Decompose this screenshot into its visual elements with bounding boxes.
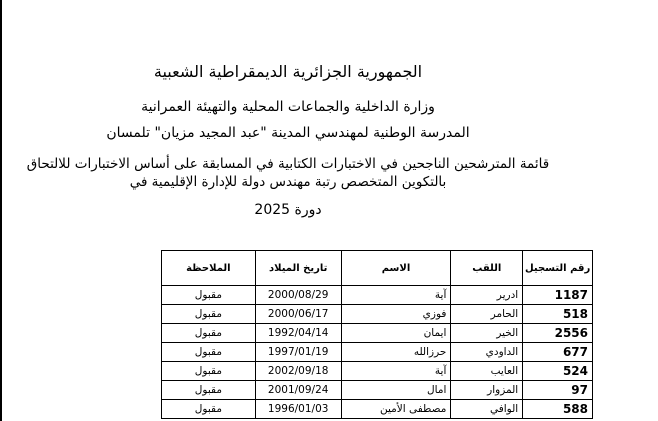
list-title: قائمة المترشحين الناجحين في الاختبارات الكتابية في المسابقة على أساس الاختبارات للالتحاق بالتكوين المتخصص رتبة مهندس دولة للإدارة الإقليمية في [26, 156, 550, 190]
cell-first: آية [341, 286, 451, 305]
cell-note: مقبول [162, 362, 256, 381]
cell-note: مقبول [162, 381, 256, 400]
table-header-row [162, 251, 593, 286]
cell-last: الحامر [451, 305, 523, 324]
table-row [162, 381, 593, 400]
cell-dob: 1996/01/03 [255, 400, 341, 419]
col-header-note: الملاحظة [162, 251, 256, 286]
cell-first: امال [341, 381, 451, 400]
cell-first: آية [341, 362, 451, 381]
cell-dob: 2000/08/29 [255, 286, 341, 305]
cell-dob: 1992/04/14 [255, 324, 341, 343]
cell-note: مقبول [162, 324, 256, 343]
cell-dob: 1997/01/19 [255, 343, 341, 362]
cell-last: الوافي [451, 400, 523, 419]
cell-note: مقبول [162, 305, 256, 324]
cell-reg: 2556 [523, 324, 593, 343]
cell-reg: 1187 [523, 286, 593, 305]
cell-reg: 524 [523, 362, 593, 381]
cell-last: ادرير [451, 286, 523, 305]
table-row [162, 286, 593, 305]
cell-dob: 2000/06/17 [255, 305, 341, 324]
ministry-name: وزارة الداخلية والجماعات المحلية والتهيئة العمرانية [141, 99, 435, 115]
cell-last: المزوار [451, 381, 523, 400]
cell-note: مقبول [162, 343, 256, 362]
cell-reg: 97 [523, 381, 593, 400]
republic-title: الجمهورية الجزائرية الديمقراطية الشعبية [153, 62, 423, 81]
cell-note: مقبول [162, 400, 256, 419]
cell-note: مقبول [162, 286, 256, 305]
cell-reg: 518 [523, 305, 593, 324]
cell-last: الخير [451, 324, 523, 343]
table-row [162, 400, 593, 419]
cell-dob: 2001/09/24 [255, 381, 341, 400]
session-label: دورة 2025 [254, 202, 322, 218]
cell-dob: 2002/09/18 [255, 362, 341, 381]
page-edge [0, 0, 2, 421]
table-row [162, 362, 593, 381]
col-header-reg: رقم التسجيل [523, 251, 593, 286]
table-row [162, 305, 593, 324]
cell-first: ايمان [341, 324, 451, 343]
col-header-last: اللقب [451, 251, 523, 286]
results-table [161, 250, 593, 419]
cell-first: مصطفى الأمين [341, 400, 451, 419]
table-row [162, 343, 593, 362]
col-header-dob: تاريخ الميلاد [255, 251, 341, 286]
cell-reg: 588 [523, 400, 593, 419]
cell-reg: 677 [523, 343, 593, 362]
table-row [162, 324, 593, 343]
cell-last: الداودي [451, 343, 523, 362]
cell-first: حرزالله [341, 343, 451, 362]
col-header-first: الاسم [341, 251, 451, 286]
school-name: المدرسة الوطنية لمهندسي المدينة "عبد المجيد مزيان" تلمسان [106, 125, 470, 141]
cell-first: فوزي [341, 305, 451, 324]
cell-last: العايب [451, 362, 523, 381]
